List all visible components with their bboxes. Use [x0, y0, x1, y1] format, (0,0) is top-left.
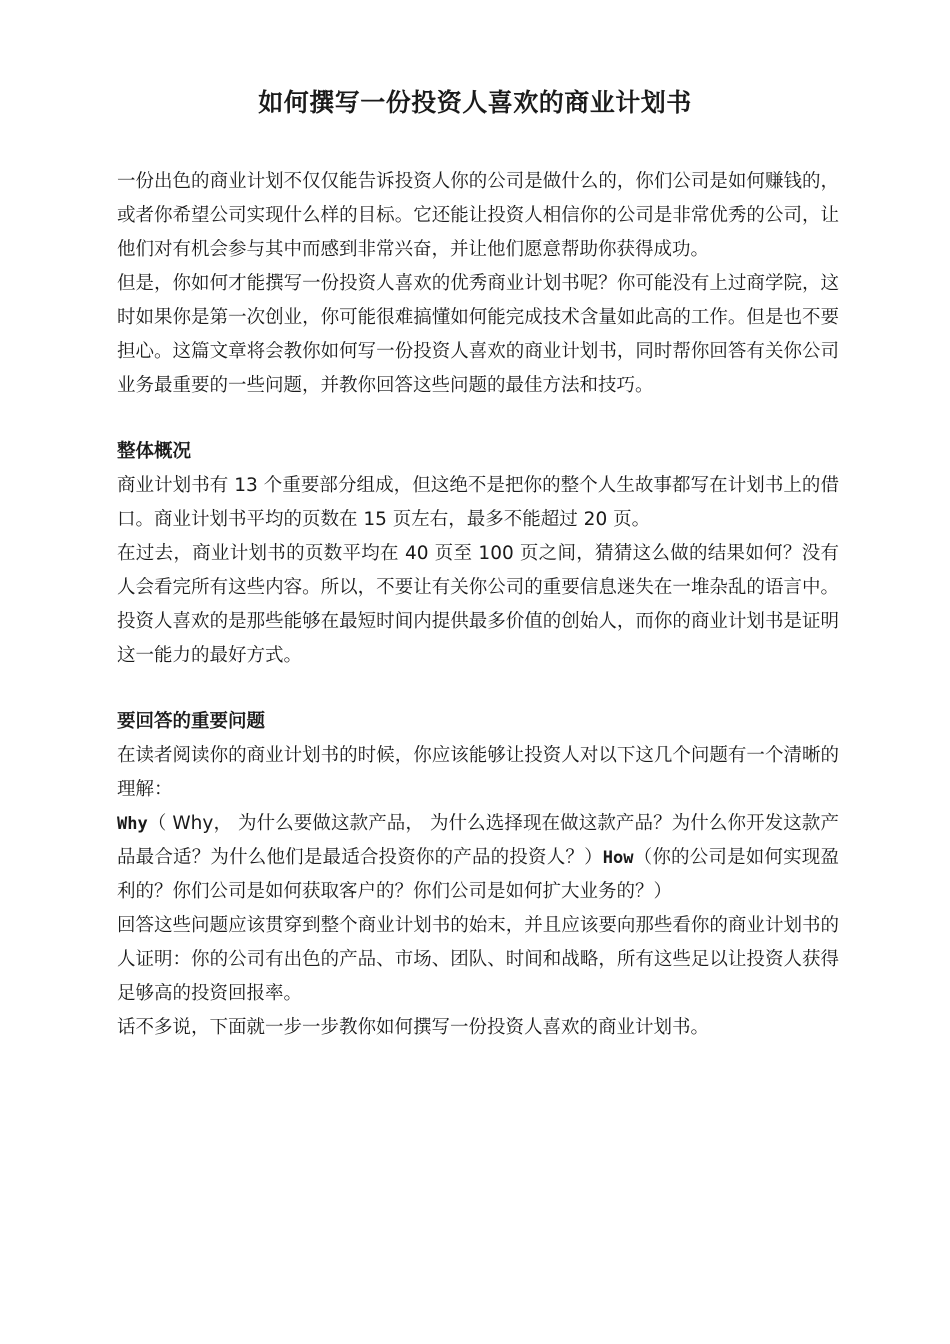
- section-spacer: [117, 673, 839, 705]
- section-heading-overview: 整体概况: [117, 441, 192, 462]
- how-label: How: [602, 848, 634, 868]
- document-title: 如何撰写一份投资人喜欢的商业计划书: [258, 88, 692, 117]
- overview-paragraph-2: 在过去，商业计划书的页数平均在 40 页至 100 页之间，猜猜这么做的结果如何？没有人会看完所有这些内容。所以，不要让有关你公司的重要信息迷失在一堆杂乱的语言中。投资人喜欢的是那些能够在最短时间内提供最多价值的创始人，而你的商业计划书是证明这一能力的最好方式。: [117, 543, 839, 666]
- why-text: （ Why， 为什么要做这款产品， 为什么选择现在做这款产品？为什么你开发这款产品最合适？为什么他们是最适合投资你的产品的投资人？）: [117, 813, 839, 868]
- questions-paragraph-3: 话不多说，下面就一步一步教你如何撰写一份投资人喜欢的商业计划书。: [117, 1017, 710, 1038]
- intro-paragraph-1: 一份出色的商业计划不仅仅能告诉投资人你的公司是做什么的，你们公司是如何赚钱的，或者你希望公司实现什么样的目标。它还能让投资人相信你的公司是非常优秀的公司，让他们对有机会参与其中而感到非常兴奋，并让他们愿意帮助你获得成功。: [117, 171, 839, 260]
- overview-paragraph-1: 商业计划书有 13 个重要部分组成，但这绝不是把你的整个人生故事都写在计划书上的借口。商业计划书平均的页数在 15 页左右，最多不能超过 20 页。: [117, 475, 839, 530]
- document-body: [117, 165, 839, 1045]
- questions-paragraph-2: 回答这些问题应该贯穿到整个商业计划书的始末，并且应该要向那些看你的商业计划书的人证明：你的公司有出色的产品、市场、团队、时间和战略，所有这些足以让投资人获得足够高的投资回报率。: [117, 915, 839, 1004]
- intro-paragraph-2: 但是，你如何才能撰写一份投资人喜欢的优秀商业计划书呢？你可能没有上过商学院，这时如果你是第一次创业，你可能很难搞懂如何能完成技术含量如此高的工作。但是也不要担心。这篇文章将会教你如何写一份投资人喜欢的商业计划书，同时帮你回答有关你公司业务最重要的一些问题，并教你回答这些问题的最佳方法和技巧。: [117, 273, 839, 396]
- why-label: Why: [117, 814, 148, 834]
- section-spacer: [117, 403, 839, 435]
- how-text: （你的公司是如何实现盈利的？你们公司是如何获取客户的？你们公司是如何扩大业务的？）: [117, 847, 839, 902]
- questions-paragraph-1: 在读者阅读你的商业计划书的时候，你应该能够让投资人对以下这几个问题有一个清晰的理解：: [117, 745, 839, 800]
- section-heading-questions: 要回答的重要问题: [117, 711, 266, 732]
- why-how-paragraph: [117, 807, 839, 909]
